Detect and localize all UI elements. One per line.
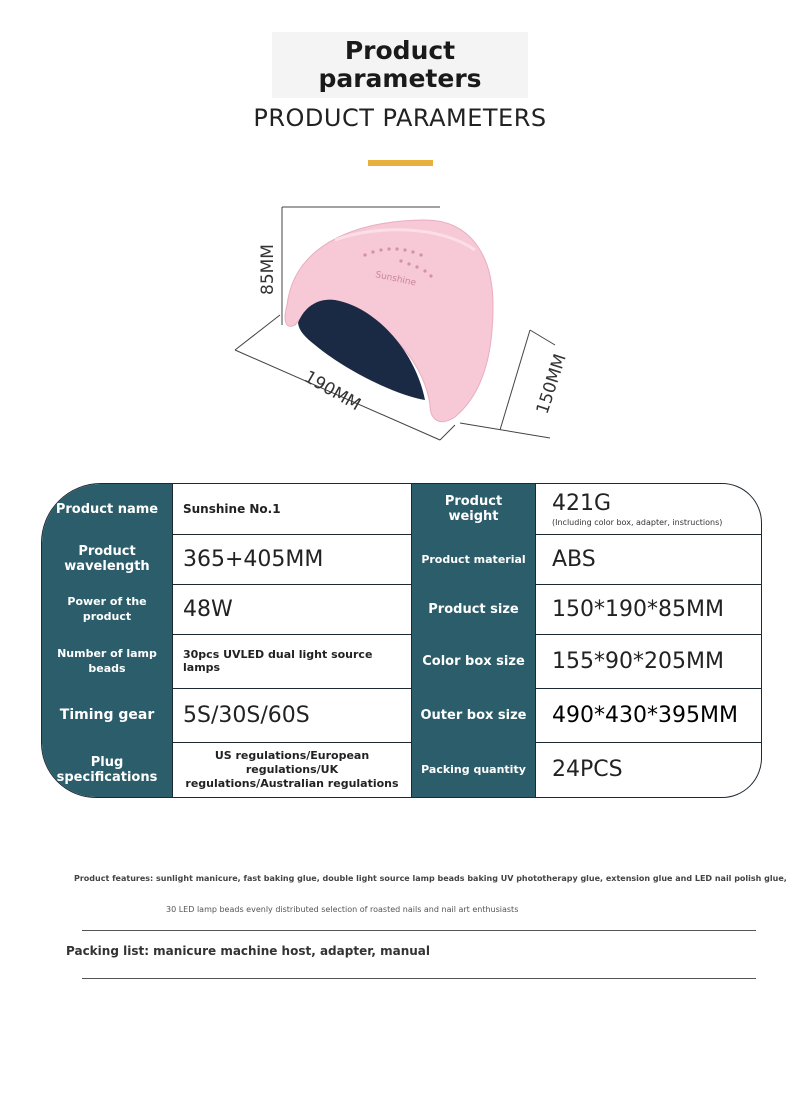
label-power: Power of the product bbox=[42, 584, 172, 634]
value-plug: US regulations/European regulations/UK regulations/Australian regulations bbox=[172, 742, 411, 797]
brand-label: Sunshine bbox=[374, 270, 417, 289]
value-product-name: Sunshine No.1 bbox=[172, 484, 411, 534]
label-plug: Plug specifications bbox=[42, 742, 172, 797]
dim-height-label: 85MM bbox=[258, 244, 278, 295]
table-row bbox=[42, 634, 761, 689]
features-line-1: Product features: sunlight manicure, fast baking glue, double light source lamp beads baking UV phototherapy glue, extension glue and LED nail polish glue, bbox=[74, 874, 787, 883]
label-product-weight: Product weight bbox=[411, 484, 535, 534]
table-row bbox=[42, 584, 761, 635]
product-illustration bbox=[225, 195, 595, 455]
dim-width-label: 190MM bbox=[300, 367, 365, 416]
page-subtitle: PRODUCT PARAMETERS bbox=[253, 104, 547, 132]
value-lamp-beads: 30pcs UVLED dual light source lamps bbox=[172, 634, 411, 688]
features-line-2: 30 LED lamp beads evenly distributed selection of roasted nails and nail art enthusiasts bbox=[166, 905, 519, 914]
label-material: Product material bbox=[411, 534, 535, 584]
value-outer-box-size: 490*430*395MM bbox=[535, 688, 761, 742]
value-material: ABS bbox=[535, 534, 761, 584]
accent-bar bbox=[368, 160, 433, 166]
page-title: Product parameters bbox=[272, 32, 528, 98]
dim-depth-label: 150MM bbox=[532, 351, 571, 417]
value-packing-quantity: 24PCS bbox=[535, 742, 761, 797]
label-product-size: Product size bbox=[411, 584, 535, 634]
value-timing-gear: 5S/30S/60S bbox=[172, 688, 411, 742]
label-wavelength: Product wavelength bbox=[42, 534, 172, 584]
table-row bbox=[42, 484, 761, 535]
table-row bbox=[42, 688, 761, 743]
spec-table bbox=[41, 483, 762, 798]
value-product-size: 150*190*85MM bbox=[535, 584, 761, 634]
label-lamp-beads: Number of lamp beads bbox=[42, 634, 172, 688]
weight-note: (Including color box, adapter, instructions) bbox=[552, 518, 723, 527]
value-product-weight bbox=[535, 484, 761, 534]
label-packing-quantity: Packing quantity bbox=[411, 742, 535, 797]
label-outer-box-size: Outer box size bbox=[411, 688, 535, 742]
value-wavelength: 365+405MM bbox=[172, 534, 411, 584]
divider bbox=[82, 978, 756, 979]
value-power: 48W bbox=[172, 584, 411, 634]
label-product-name: Product name bbox=[42, 484, 172, 534]
value-color-box-size: 155*90*205MM bbox=[535, 634, 761, 688]
packing-list: Packing list: manicure machine host, adapter, manual bbox=[66, 944, 430, 958]
label-timing-gear: Timing gear bbox=[42, 688, 172, 742]
label-color-box-size: Color box size bbox=[411, 634, 535, 688]
table-row bbox=[42, 742, 761, 797]
table-row bbox=[42, 534, 761, 585]
weight-value: 421G bbox=[552, 491, 612, 516]
divider bbox=[82, 930, 756, 931]
